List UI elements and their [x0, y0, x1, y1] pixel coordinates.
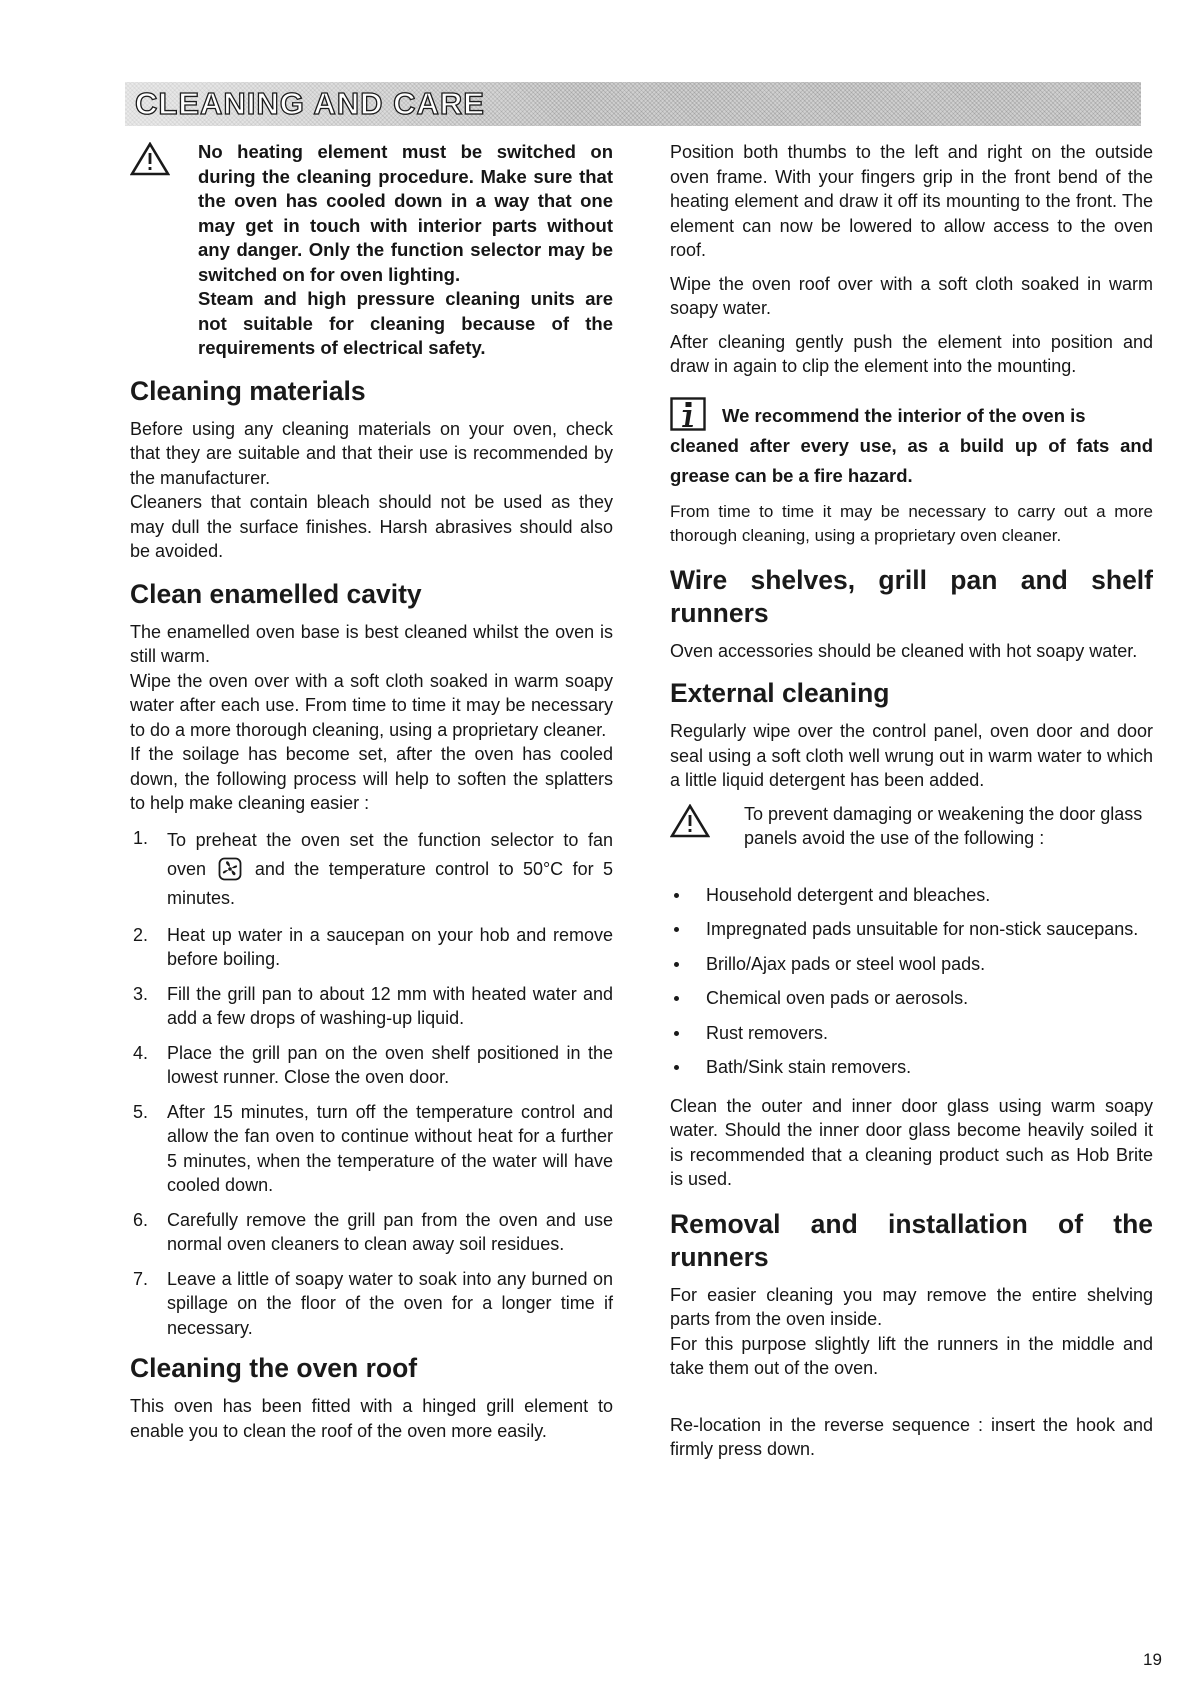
list-item-text: Impregnated pads unsuitable for non-stick saucepans. [706, 919, 1139, 939]
oven-roof-p2: Position both thumbs to the left and right on the outside oven frame. With your fingers grip in the front bend of the heating element and draw it off its mounting to the front. The element can now be lowered to allow access to the oven roof. [670, 142, 1153, 260]
warning-triangle-icon [130, 142, 170, 176]
step-text: Fill the grill pan to about 12 mm with heated water and add a few drops of washing-up liquid. [167, 983, 613, 1028]
wire-shelves-p: Oven accessories should be cleaned with hot soapy water. [670, 640, 1138, 661]
glass-warning [670, 802, 1153, 851]
info-note [670, 401, 1153, 491]
cavity-p3: If the soilage has become set, after the oven has cooled down, the following process will help to soften the splatters to help make cleaning easier : [130, 744, 613, 813]
cleaning-steps [130, 826, 613, 1341]
fan-oven-icon [218, 857, 242, 881]
oven-roof-p4: After cleaning gently push the element into position and draw in again to clip the element into the mounting. [670, 331, 1153, 376]
list-item [670, 917, 1153, 942]
section-title: CLEANING AND CARE [135, 86, 485, 121]
list-item-text: Chemical oven pads or aerosols. [706, 988, 969, 1008]
step-item [130, 1267, 613, 1341]
step-number: 5. [133, 1101, 149, 1122]
step-number: 4. [133, 1042, 149, 1063]
step-item [130, 826, 613, 913]
oven-roof-p3: Wipe the oven roof over with a soft cloth soaked in warm soapy water. [670, 273, 1153, 318]
bullet-icon [674, 893, 679, 898]
safety-warning-text-2: Steam and high pressure cleaning units are not suitable for cleaning because of the requirements of electrical safety. [198, 288, 613, 358]
oven-roof-p1: This oven has been fitted with a hinged grill element to enable you to clean the roof of the oven more easily. [130, 1396, 613, 1441]
cleaning-materials-p2: Cleaners that contain bleach should not be used as they may dull the surface finishes. Harsh abrasives should also be avoided. [130, 492, 613, 561]
list-item [670, 883, 1153, 908]
bullet-icon [674, 962, 679, 967]
step-number: 2. [133, 924, 149, 945]
step-number: 3. [133, 983, 149, 1004]
bullet-icon [674, 996, 679, 1001]
list-item-text: Household detergent and bleaches. [706, 884, 991, 905]
step-text: Carefully remove the grill pan from the oven and use normal oven cleaners to clean away soil residues. [167, 1209, 613, 1254]
external-p1: Regularly wipe over the control panel, oven door and door seal using a soft cloth well wrung out in warm water to which a little liquid detergent has been added. [670, 721, 1153, 790]
step-item [130, 1208, 613, 1257]
heading-cleaning-materials: Cleaning materials [130, 375, 366, 406]
step-item [130, 1100, 613, 1198]
list-item [670, 986, 1153, 1011]
step-number: 7. [133, 1268, 149, 1289]
heading-wire-shelves: Wire shelves, grill pan and shelf runners [670, 564, 1153, 628]
external-p2: Clean the outer and inner door glass using warm soapy water. Should the inner door glass become heavily soiled it is recommended that a cleaning product such as Hob Brite is used. [670, 1095, 1153, 1189]
step-item [130, 982, 613, 1031]
step-number: 6. [133, 1209, 149, 1230]
heading-cleaning-oven-roof: Cleaning the oven roof [130, 1353, 418, 1383]
warning-triangle-icon [670, 804, 710, 838]
step-item [130, 1041, 613, 1090]
list-item [670, 952, 1153, 977]
step-text: Place the grill pan on the oven shelf positioned in the lowest runner. Close the oven door. [167, 1042, 613, 1087]
section-banner [125, 82, 1141, 126]
bullet-icon [674, 1065, 679, 1070]
list-item [670, 1021, 1153, 1046]
cavity-p2: Wipe the oven over with a soft cloth soaked in warm soapy water after each use. From time to time it may be necessary to do a more thorough cleaning, using a proprietary cleaner. [130, 670, 613, 740]
heading-external-cleaning: External cleaning [670, 678, 890, 708]
avoid-list [670, 883, 1153, 1080]
right-column [670, 140, 1153, 1462]
list-item-text: Brillo/Ajax pads or steel wool pads. [706, 953, 986, 974]
bullet-icon [674, 1031, 679, 1036]
removal-p2: For this purpose slightly lift the runners in the middle and take them out of the oven. [670, 1333, 1153, 1378]
heading-clean-enamelled-cavity: Clean enamelled cavity [130, 578, 422, 609]
step-text: Heat up water in a saucepan on your hob and remove before boiling. [167, 924, 613, 969]
cavity-p1: The enamelled oven base is best cleaned whilst the oven is still warm. [130, 621, 613, 666]
info-note-p: From time to time it may be necessary to carry out a more thorough cleaning, using a proprietary oven cleaner. [670, 501, 1153, 545]
step-number: 1. [133, 827, 149, 848]
step-text: Leave a little of soapy water to soak into any burned on spillage on the floor of the oven for a longer time if necessary. [167, 1268, 613, 1338]
cleaning-materials-p1: Before using any cleaning materials on your oven, check that they are suitable and that their use is recommended by the manufacturer. [130, 418, 613, 488]
list-item-text: Bath/Sink stain removers. [706, 1057, 912, 1077]
list-item-text: Rust removers. [706, 1022, 829, 1043]
removal-p1: For easier cleaning you may remove the entire shelving parts from the oven inside. [670, 1284, 1153, 1329]
info-note-line2: cleaned after every use, as a build up of fats and grease can be a fire hazard. [670, 434, 1153, 486]
left-column [130, 140, 613, 1443]
info-note-line1: We recommend the interior of the oven is [722, 404, 1086, 426]
safety-warning [130, 140, 613, 361]
removal-p3: Re-location in the reverse sequence : insert the hook and firmly press down. [670, 1414, 1153, 1459]
step-item [130, 923, 613, 972]
page-number: 19 [1143, 1650, 1162, 1669]
heading-removal-runners: Removal and installation of the runners [670, 1208, 1153, 1272]
list-item [670, 1055, 1153, 1080]
step-text-b: and the temperature control to 50°C for 5 minutes. [167, 858, 613, 908]
step-text: After 15 minutes, turn off the temperature control and allow the fan oven to continue without heat for a further 5 minutes, when the temperature of the water will have cooled down. [167, 1101, 613, 1195]
safety-warning-text: No heating element must be switched on during the cleaning procedure. Make sure that the oven has cooled down in a way that one may get in touch with interior parts without any danger. Only the function selector may be switched on for oven lighting. [198, 141, 613, 285]
info-icon [670, 397, 706, 431]
glass-warning-text: To prevent damaging or weakening the door glass panels avoid the use of the following : [744, 803, 1143, 848]
step-text-a: To preheat the oven set the function selector to fan oven [167, 829, 613, 879]
bullet-icon [674, 927, 679, 932]
